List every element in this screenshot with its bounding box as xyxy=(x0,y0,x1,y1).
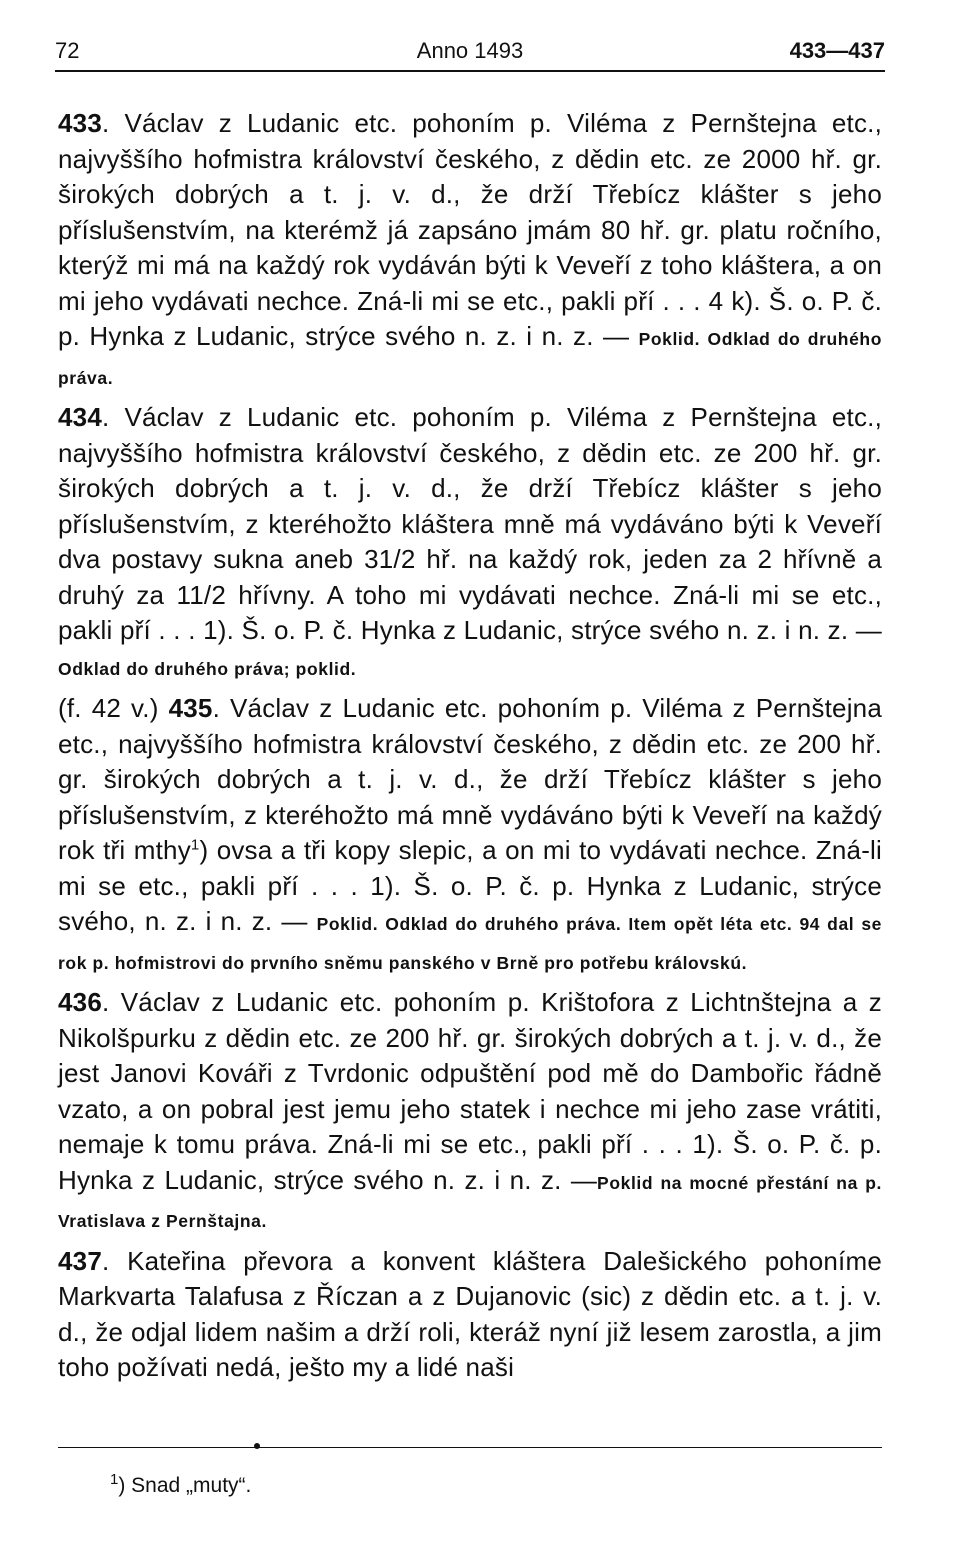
footnote-reference: 1 xyxy=(190,836,200,854)
fraction: 1/2 xyxy=(189,579,226,610)
entry-text: . Václav z Ludanic etc. pohoním p. Viléma z Pernštejna etc., najvyššího hofmistra království českého, z dědin etc. ze 200 hř. gr. širokých dobrých a t. j. v. d., že drží Třebícz klášter s jeho příslušenstvím, z kteréhožto kláštera mně má vydáváno býti k Veveří dva postavy sukna aneb 3 xyxy=(58,402,882,574)
running-title: Anno 1493 xyxy=(416,38,524,63)
fraction: 1/2 xyxy=(378,544,416,574)
entry-text: hř. na každý rok, jeden za 2 hřívně a druhý za 1 xyxy=(58,544,882,610)
entry-text: . Václav z Ludanic etc. pohoním p. Krištofora z Lichtnštejna a z Nikolšpurku z dědin etc. ze 200 hř. gr. širokých dobrých a t. j. v. d., že jest Janovi Kováři z Tvrdonic odpuštění pod mě do Dambořic řádně vzato, a on pobral jest jemu jeho statek i nechce mi jeho zase vrátiti, nemaje k tomu práva. Zná-li mi se etc., pakli pří . . . 1). Š. o. P. č. p. Hynka z Ludanic, strýce svého n. z. i n. z. — xyxy=(58,987,882,1195)
entry-number: 433 xyxy=(58,108,102,138)
entry-note: Poklid. Odklad do druhého práva. Item opět léta etc. 94 dal se rok p. hofmistrovi do prvního sněmu panského v Brně pro potřebu královskú. xyxy=(58,914,882,973)
entry-434 xyxy=(58,400,882,687)
page-number: 72 xyxy=(55,38,80,63)
running-header xyxy=(55,38,885,74)
entry-range: 433—437 xyxy=(789,38,885,63)
entry-text: . Václav z Ludanic etc. pohoním p. Viléma z Pernštejna etc., najvyššího hofmistra království českého, z dědin etc. ze 2000 hř. gr. širokých dobrých a t. j. v. d., že drží Třebícz klášter s jeho příslušenstvím, na kterémž já zapsáno jmám 80 hř. gr. platu ročního, kterýž mi má na každý rok vydáván býti k Veveří z toho kláštera, a on mi jeho vydávati nechce. Zná-li mi se etc., pakli pří . . . 4 k). Š. o. P. č. p. Hynka z Ludanic, strýce svého n. z. i n. z. — xyxy=(58,108,882,351)
entry-436 xyxy=(58,985,882,1240)
entry-number: 437 xyxy=(58,1245,102,1276)
rule-dot xyxy=(254,1443,260,1449)
footnote-mark: 1 xyxy=(110,1471,119,1488)
header-rule xyxy=(55,70,885,72)
entry-text: hřívny. A toho mi vydávati nechce. Zná-li mi se etc., pakli pří . . . 1). Š. o. P. č. Hynka z Ludanic, strýce svého n. z. i n. z. — xyxy=(58,579,882,645)
entry-note: Odklad do druhého práva; poklid. xyxy=(58,658,357,679)
entry-number: 436 xyxy=(58,987,102,1017)
entry-435 xyxy=(58,691,882,981)
footnote-text: ) Snad „muty“. xyxy=(118,1474,252,1497)
folio-reference: (f. 42 v.) xyxy=(58,693,169,723)
entry-433 xyxy=(58,106,882,396)
document-body xyxy=(58,106,882,1390)
entry-text: . Václav z Ludanic etc. pohoním p. Viléma z Pernštejna etc., najvyššího hofmistra království českého, z dědin etc. ze 200 hř. gr. širokých dobrých a t. j. v. d., že drží Třebícz klášter s jeho příslušenstvím, z kteréhožto má mně vydáváno býti k Veveří na každý rok tři mthy xyxy=(58,693,882,865)
footnote-rule xyxy=(58,1447,882,1448)
entry-note: Poklid na mocné přestání na p. Vratislava z Pernštajna. xyxy=(58,1172,882,1231)
entry-text: . Kateřina převora a konvent kláštera Dalešického pohoníme Markvarta Talafusa z Říczan a z Dujanovic (sic) z dědin etc. a t. j. v. d., že odjal lidem našim a drží roli, kteráž nyní již lesem zarostla, a jim toho požívati nedá, ješto my a lidé naši xyxy=(58,1245,882,1382)
entry-number: 434 xyxy=(58,402,102,432)
entry-number: 435 xyxy=(168,693,213,723)
entry-note: Poklid. Odklad do druhého práva. xyxy=(58,329,882,388)
entry-437 xyxy=(58,1244,882,1386)
footnote xyxy=(110,1471,252,1498)
entry-text: ) ovsa a tři kopy slepic, a on mi to vydávati nechce. Zná-li mi se etc., pakli pří . . . 1). Š. o. P. č. p. Hynka z Ludanic, strýce svého, n. z. i n. z. — xyxy=(58,835,883,936)
